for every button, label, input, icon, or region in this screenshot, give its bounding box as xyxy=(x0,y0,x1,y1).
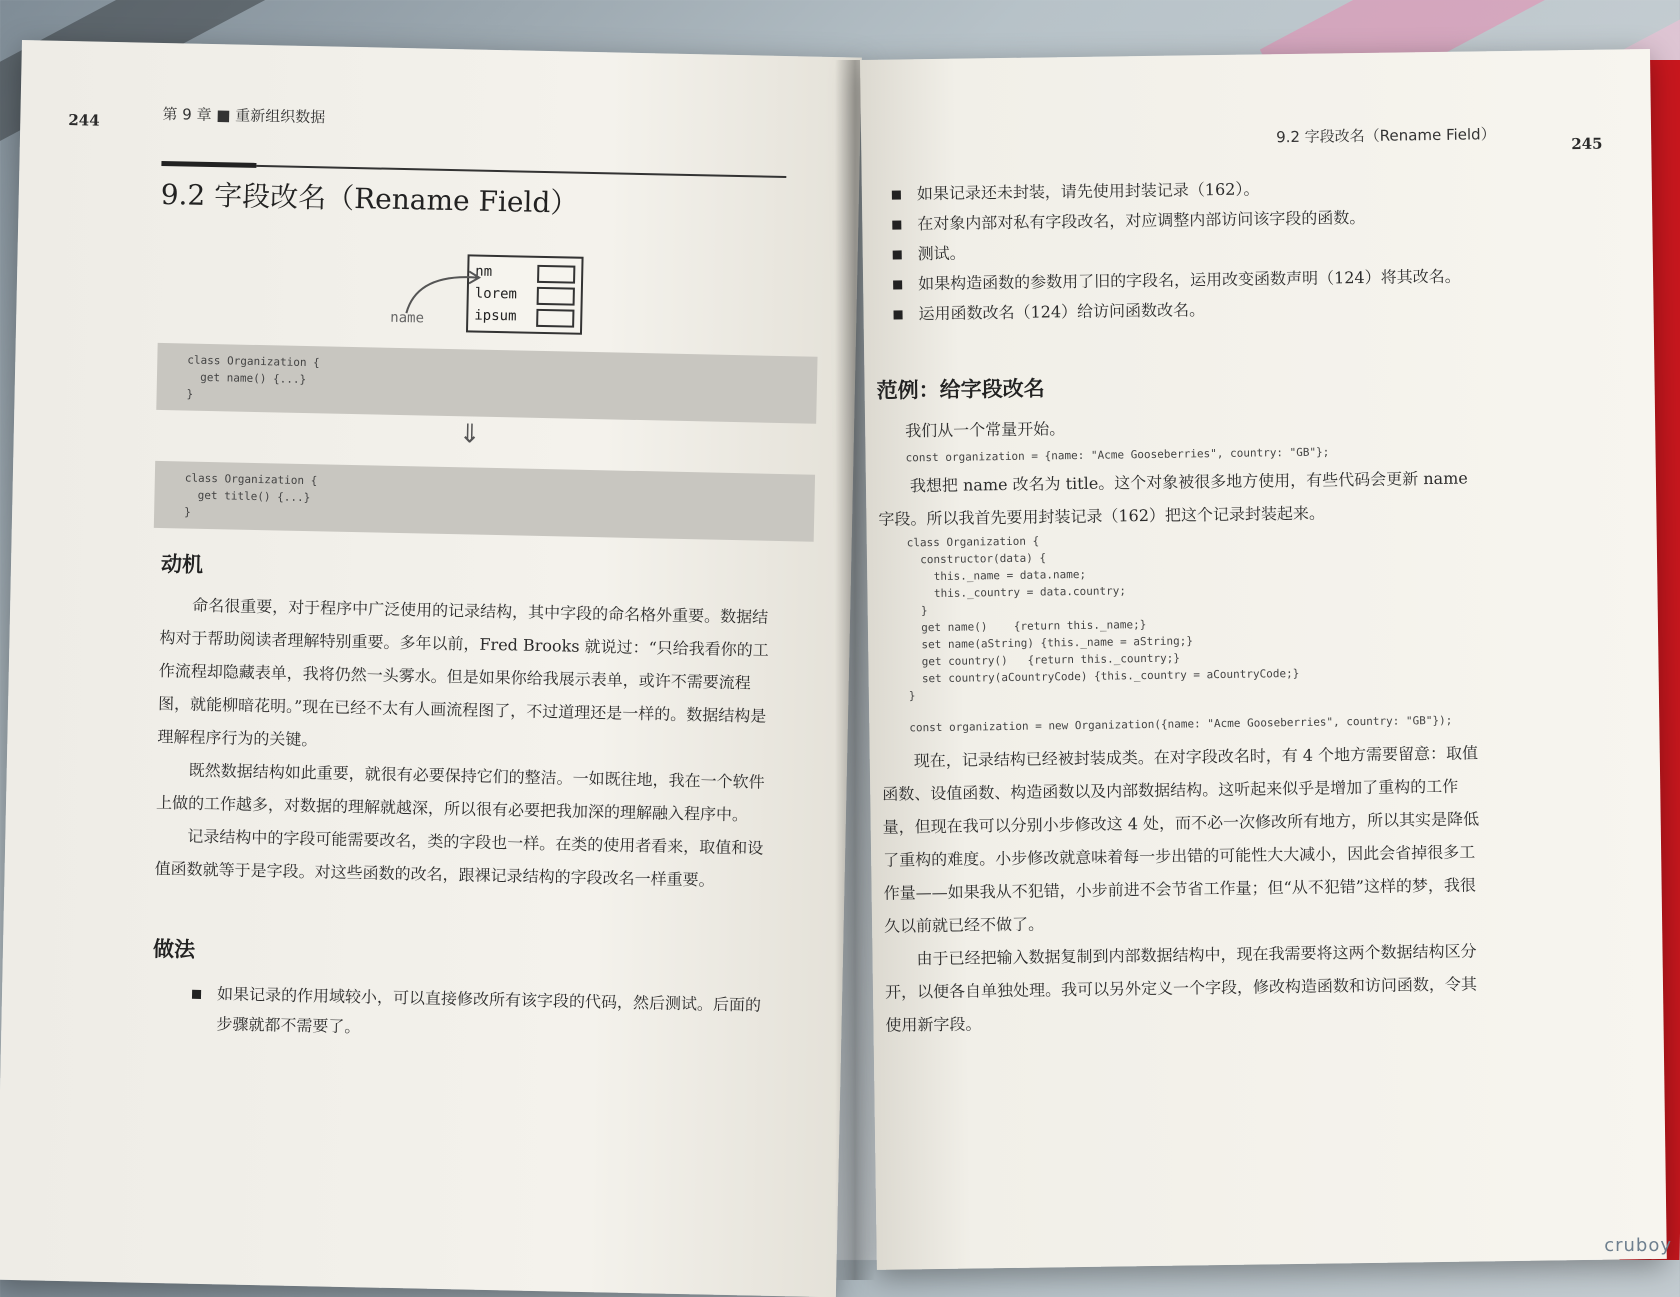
code-const: const organization = {name: "Acme Gooseberries", country: "GB"}; xyxy=(905,445,1330,465)
list-item: 如果记录的作用域较小，可以直接修改所有该字段的代码，然后测试。后面的步骤就都不需要了。 xyxy=(191,979,762,1051)
pointer-label: name xyxy=(390,309,425,327)
page-number: 244 xyxy=(68,110,100,130)
code-after: class Organization { get title() {...} } xyxy=(154,461,815,542)
field-label: nm xyxy=(475,263,493,280)
paragraph: 既然数据结构如此重要，就很有必要保持它们的整洁。一如既往地，我在一个软件上做的工作越多，对数据的理解就越深，所以很有必要把我加深的理解融入程序中。 xyxy=(155,760,765,825)
paragraph: 记录结构中的字段可能需要改名，类的字段也一样。在类的使用者看来，取值和设值函数就等于是字段。对这些函数的改名，跟裸记录结构的字段改名一样重要。 xyxy=(154,826,764,890)
motivation-body xyxy=(154,588,770,898)
mechanics-list-continued xyxy=(892,171,1474,329)
right-page xyxy=(860,49,1667,1270)
code-before: class Organization { get name() {...} } xyxy=(156,343,817,424)
left-page xyxy=(0,40,862,1297)
running-header: 9.2 字段改名（Rename Field） xyxy=(1275,125,1496,147)
list-item: 运用函数改名（124）给访问函数改名。 xyxy=(893,291,1473,329)
list-item: 在对象内部对私有字段改名，对应调整内部访问该字段的函数。 xyxy=(892,201,1472,239)
field-label: lorem xyxy=(474,285,518,303)
running-header: 第 9 章 ■ 重新组织数据 xyxy=(162,104,326,127)
section-rule-thick xyxy=(161,161,256,168)
field-slot xyxy=(537,265,575,284)
paragraph: 我想把 name 改名为 title。这个对象被很多地方使用，有些代码会更新 name 字段。所以我首先要用封装记录（162）把这个记录封装起来。 xyxy=(878,468,1468,529)
list-item: 如果构造函数的参数用了旧的字段名，运用改变函数声明（124）将其改名。 xyxy=(893,261,1473,299)
list-item: 测试。 xyxy=(893,231,1473,269)
bullet-square-icon xyxy=(893,280,902,289)
field-slot xyxy=(537,287,575,306)
code-new: const organization = new Organization({name: "Acme Gooseberries", country: "GB"}); xyxy=(909,713,1453,735)
mechanics-heading: 做法 xyxy=(152,936,196,962)
code-class: class Organization { constructor(data) { this._name = data.name; this._country = data.country; } get name() {return this._name;} set name(aString) {this._name = aString;} get country() {return this._country;} set country(aCountryCode) {this._country = aCountryCode;} } xyxy=(906,534,1300,703)
paragraph: 由于已经把输入数据复制到内部数据结构中，现在我需要将这两个数据结构区分开，以便各自单独处理。我可以另外定义一个字段，修改构造函数和访问函数，令其使用新字段。 xyxy=(884,941,1478,1035)
field-label: ipsum xyxy=(474,307,517,325)
bullet-square-icon xyxy=(894,310,903,319)
down-arrow-icon: ⇓ xyxy=(458,419,481,450)
motivation-heading: 动机 xyxy=(160,552,204,577)
bullet-square-icon xyxy=(192,990,201,999)
watermark: cruboy xyxy=(1604,1235,1672,1256)
example-body xyxy=(882,736,1486,1041)
field-slot xyxy=(536,309,574,328)
paragraph: 现在，记录结构已经被封装成类。在对字段改名时，有 4 个地方需要留意：取值函数、设值函数、构造函数以及内部数据结构。这听起来似乎是增加了重构的工作量，但现在我可以分别小步修改这 4 处，而不必一次修改所有地方，所以其实是降低了重构的难度。小步修改就意味着每一步出错的可能性大大减小，因此会省掉很多工作量——如果我从不犯错，小步前进不会节省工作量；但“从不犯错”这样的梦，我很久以前就已经不做了。 xyxy=(882,743,1480,936)
bullet-square-icon xyxy=(892,220,901,229)
list-item: 如果记录还未封装，请先使用封装记录（162）。 xyxy=(892,171,1472,209)
bullet-square-icon xyxy=(893,250,902,259)
page-number: 245 xyxy=(1571,134,1603,154)
paragraph: 命名很重要，对于程序中广泛使用的记录结构，其中字段的命名格外重要。数据结构对于帮助阅读者理解特别重要。多年以前，Fred Brooks 就说过：“只给我看你的工作流程却隐藏表单，我将仍然一头雾水。但是如果你给我展示表单，或许不需要流程图，就能柳暗花明。”现在已经不太有人画流程图了，不过道理还是一样的。数据结构是理解程序行为的关键。 xyxy=(157,595,769,750)
example-intro: 我们从一个常量开始。 xyxy=(905,419,1066,441)
example-heading: 范例：给字段改名 xyxy=(876,376,1045,403)
bullet-square-icon xyxy=(892,190,901,199)
mechanics-list xyxy=(191,979,762,1051)
section-title: 9.2 字段改名（Rename Field） xyxy=(160,177,579,220)
